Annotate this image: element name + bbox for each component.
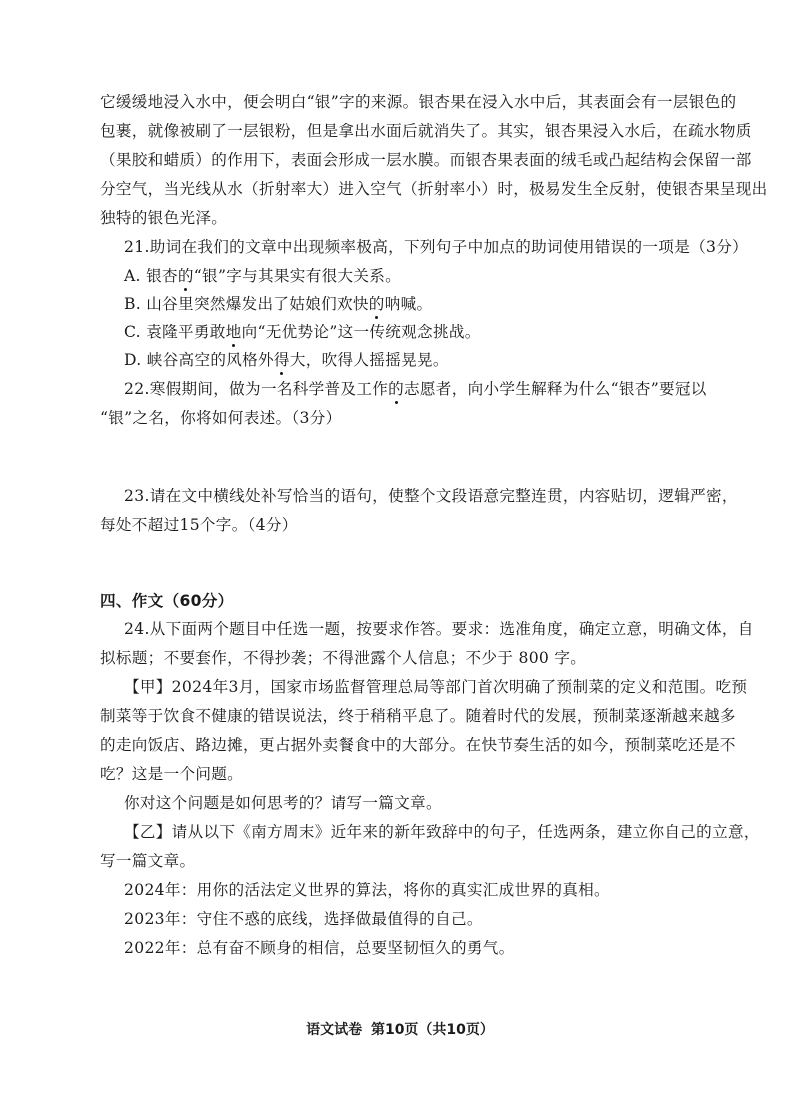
option-d-text-post: 大，吹得人摇摇晃晃。 (289, 351, 449, 369)
question-22-line-1 (124, 379, 707, 399)
question-23-line-1: 23.请在文中横线处补写恰当的语句，使整个文段语意完整连贯，内容贴切，逻辑严密， (124, 487, 738, 505)
option-a-text-pre: A. 银杏 (124, 267, 178, 285)
question-21-option-a (124, 266, 704, 286)
footer-page-number: 第10页（共10页） (370, 1022, 494, 1038)
prompt-jia-line-1: 【甲】2024年3月，国家市场监督管理总局等部门首次明确了预制菜的定义和范围。吃预 (124, 678, 748, 696)
passage-line-3: （果胶和蜡质）的作用下，表面会形成一层水膜。而银杏果表面的绒毛或凸起结构会保留一部 (100, 151, 752, 169)
question-21-stem: 21.助词在我们的文章中出现频率极高，下列句子中加点的助词使用错误的一项是（3分） (124, 238, 748, 256)
page-footer (0, 1019, 800, 1039)
question-21-option-d (124, 350, 704, 370)
section-4-title: 四、作文（60分） (100, 592, 234, 610)
footer-subject: 语文试卷 (306, 1022, 363, 1038)
option-d-dotted-particle: 得 (273, 351, 290, 369)
option-c-text-pre: C. 袁隆平勇敢 (124, 323, 226, 341)
passage-line-5: 独特的银色光泽。 (100, 209, 228, 227)
option-c-dotted-particle: 地 (225, 323, 242, 341)
question-24-line-1: 24.从下面两个题目中任选一题，按要求作答。要求：选准角度，确定立意，明确文体，自 (124, 620, 754, 638)
option-a-dotted-particle: 的 (177, 267, 194, 285)
q22-dotted-particle: 的 (388, 380, 405, 398)
prompt-jia-line-3: 的走向饭店、路边摊，更占据外卖餐食中的大部分。在快节奏生活的如今，预制菜吃还是不 (100, 736, 736, 754)
passage-line-4: 分空气，当光线从水（折射率大）进入空气（折射率小）时，极易发生全反射，使银杏果呈现出 (100, 180, 768, 198)
question-24-line-2: 拟标题；不要套作，不得抄袭；不得泄露个人信息；不少于 800 字。 (100, 649, 587, 667)
option-c-text-post: 向“无优势论”这一传统观念挑战。 (241, 323, 481, 341)
question-22-line-2: “银”之名，你将如何表述。（3分） (100, 409, 342, 427)
prompt-yi-line-1: 【乙】请从以下《南方周末》近年来的新年致辞中的句子，任选两条，建立你自己的立意， (124, 823, 760, 841)
question-21-option-b (124, 294, 704, 314)
prompt-jia-line-2: 制菜等于饮食不健康的错误说法，终于稍稍平息了。随着时代的发展，预制菜逐渐越来越多 (100, 707, 736, 725)
quote-2022: 2022年：总有奋不顾身的相信，总要坚韧恒久的勇气。 (124, 939, 515, 957)
quote-2023: 2023年：守住不惑的底线，选择做最值得的自己。 (124, 910, 483, 928)
option-a-text-post: “银”字与其果实有很大关系。 (193, 267, 402, 285)
prompt-jia-line-4: 吃？这是一个问题。 (100, 765, 244, 783)
option-d-text-pre: D. 峡谷高空的风格外 (124, 351, 274, 369)
option-b-text-pre: B. 山谷里突然爆发出了姑娘们欢快 (124, 295, 369, 313)
question-21-option-c (124, 322, 704, 342)
prompt-yi-line-2: 写一篇文章。 (100, 852, 196, 870)
q22-text-pre: 22.寒假期间，做为一名科学普及工作 (124, 380, 389, 398)
passage-line-2: 包裹，就像被刷了一层银粉，但是拿出水面后就消失了。其实，银杏果浸入水后，在疏水物质 (100, 122, 752, 140)
prompt-jia-instruction: 你对这个问题是如何思考的？请写一篇文章。 (124, 794, 442, 812)
option-b-text-post: 呐喊。 (384, 295, 433, 313)
option-b-dotted-particle: 的 (368, 295, 385, 313)
quote-2024: 2024年：用你的活法定义世界的算法，将你的真实汇成世界的真相。 (124, 881, 610, 899)
question-23-line-2: 每处不超过15个字。（4分） (100, 516, 298, 534)
q22-text-post: 志愿者，向小学生解释为什么“银杏”要冠以 (404, 380, 707, 398)
passage-line-1: 它缓缓地浸入水中，便会明白“银”字的来源。银杏果在浸入水中后，其表面会有一层银色的 (100, 93, 737, 111)
